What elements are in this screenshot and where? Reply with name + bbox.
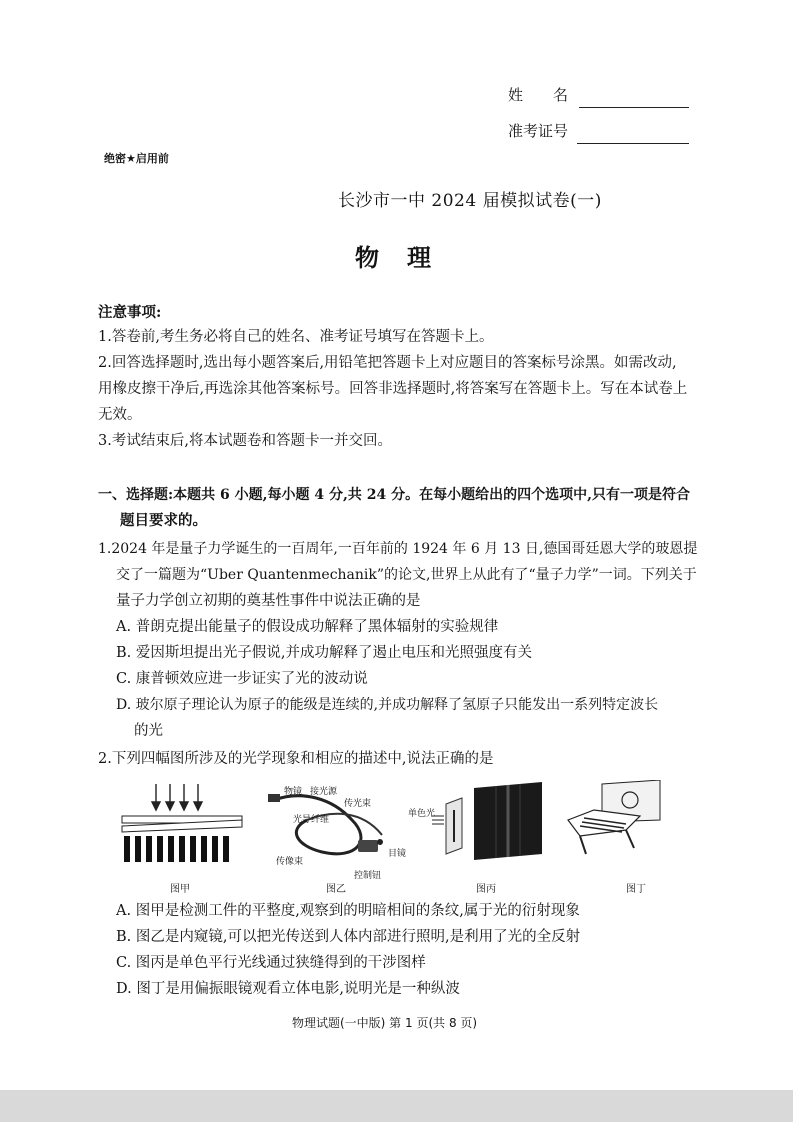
notice-item: 用橡皮擦干净后,再选涂其他答案标号。回答非选择题时,将答案写在答题卡上。写在本试卷上 — [98, 381, 688, 397]
section-heading: 一、选择题:本题共 6 小题,每小题 4 分,共 24 分。在每小题给出的四个选项中,只有一项是符合 — [98, 487, 690, 503]
q2-stem: 2.下列四幅图所涉及的光学现象和相应的描述中,说法正确的是 — [98, 751, 494, 767]
label-objective: 物镜 — [284, 787, 303, 797]
notice-heading: 注意事项: — [98, 304, 162, 321]
notice-item: 2.回答选择题时,选出每小题答案后,用铅笔把答题卡上对应题目的答案标号涂黑。如需改动, — [98, 355, 677, 371]
figure-ding — [564, 780, 664, 870]
scan-bottom-edge — [0, 1090, 793, 1122]
label-light-bundle: 传光束 — [344, 799, 372, 809]
notice-item: 无效。 — [98, 407, 142, 423]
exam-id-blank[interactable] — [577, 125, 689, 144]
glass-plates — [122, 816, 242, 832]
label-monochromatic: 单色光 — [408, 809, 436, 819]
label-eyepiece: 目镜 — [388, 849, 407, 859]
name-label: 姓 名 — [508, 86, 569, 104]
exam-id-field — [508, 118, 689, 144]
label-light-source: 接光源 — [310, 787, 338, 797]
notice-item: 1.答卷前,考生务必将自己的姓名、准考证号填写在答题卡上。 — [98, 329, 494, 345]
caption-ding: 图丁 — [626, 884, 646, 895]
exam-title: 长沙市一中 2024 届模拟试卷(一) — [338, 191, 602, 211]
label-optical-fiber: 光导纤维 — [293, 815, 330, 825]
q2-option-c: C. 图丙是单色平行光线通过狭缝得到的干涉图样 — [116, 955, 426, 971]
label-control-knob: 控制钮 — [354, 871, 382, 881]
name-field — [508, 82, 689, 108]
figure-jia — [118, 780, 248, 864]
confidential-mark: 绝密★启用前 — [104, 152, 169, 165]
interference-fringes — [124, 836, 229, 862]
control-unit — [358, 840, 378, 852]
exam-id-label: 准考证号 — [508, 122, 569, 140]
q2-option-a: A. 图甲是检测工件的平整度,观察到的明暗相间的条纹,属于光的衍射现象 — [116, 903, 580, 919]
figure-bing — [430, 780, 548, 864]
q1-stem-line: 交了一篇题为“Uber Quantenmechanik”的论文,世界上从此有了“量子力学”一词。下列关于 — [116, 567, 697, 583]
q2-option-b: B. 图乙是内窥镜,可以把光传送到人体内部进行照明,是利用了光的全反射 — [116, 929, 581, 945]
caption-jia: 图甲 — [170, 884, 190, 895]
notice-item: 3.考试结束后,将本试题卷和答题卡一并交回。 — [98, 433, 392, 449]
q1-option-c: C. 康普顿效应进一步证实了光的波动说 — [116, 671, 368, 687]
q1-option-d-cont: 的光 — [134, 723, 163, 739]
caption-bing: 图丙 — [476, 884, 496, 895]
objective-lens — [268, 794, 280, 802]
subject-title: 物 理 — [355, 243, 433, 272]
name-blank[interactable] — [579, 89, 689, 108]
q1-option-a: A. 普朗克提出能量子的假设成功解释了黑体辐射的实验规律 — [116, 619, 499, 635]
page-footer: 物理试题(一中版) 第 1 页(共 8 页) — [292, 1016, 478, 1030]
q2-option-d: D. 图丁是用偏振眼镜观看立体电影,说明光是一种纵波 — [116, 981, 460, 997]
caption-yi: 图乙 — [326, 884, 346, 895]
q1-option-d: D. 玻尔原子理论认为原子的能级是连续的,并成功解释了氢原子只能发出一系列特定波长 — [116, 697, 659, 713]
section-heading-cont: 题目要求的。 — [120, 512, 207, 529]
q1-option-b: B. 爱因斯坦提出光子假说,并成功解释了遏止电压和光照强度有关 — [116, 645, 532, 661]
q1-stem-line: 量子力学创立初期的奠基性事件中说法正确的是 — [116, 593, 421, 609]
q1-stem-line: 1.2024 年是量子力学诞生的一百周年,一百年前的 1924 年 6 月 13 日,德国哥廷恩大学的玻恩提 — [98, 541, 698, 557]
incident-arrows — [152, 784, 202, 810]
label-image-bundle: 传像束 — [276, 857, 304, 867]
